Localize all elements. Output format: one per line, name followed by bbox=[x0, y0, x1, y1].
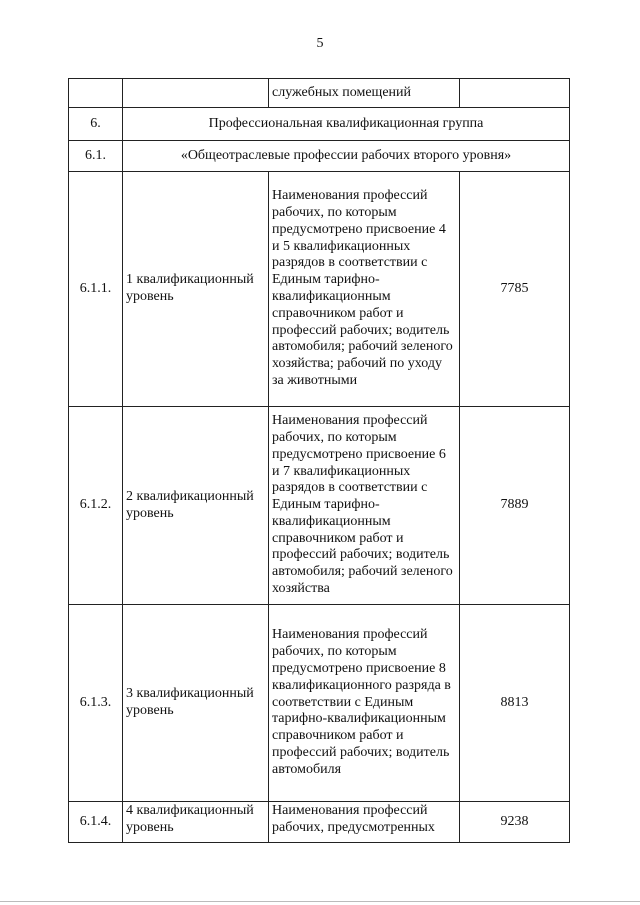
row-desc-cell: Наименования профессий рабочих, предусмотренных bbox=[269, 802, 460, 843]
row-salary-cell: 7785 bbox=[460, 172, 570, 407]
table-row bbox=[69, 172, 570, 407]
row-salary-cell: 9238 bbox=[460, 802, 570, 843]
row-level-cell: 3 квалификационный уровень bbox=[123, 605, 269, 802]
salary-table bbox=[68, 78, 570, 843]
table-row-subgroup bbox=[69, 141, 570, 172]
empty-level-cell bbox=[123, 79, 269, 108]
empty-salary-cell bbox=[460, 79, 570, 108]
row-level-cell: 2 квалификационный уровень bbox=[123, 407, 269, 605]
table-row-group bbox=[69, 108, 570, 141]
scan-edge-divider bbox=[0, 901, 640, 902]
row-desc-cell: Наименования профессий рабочих, по которым предусмотрено присвоение 6 и 7 квалификационных разрядов в соответствии с Единым тарифно-квалификационным справочником работ и профессий рабочих; водитель автомобиля; рабочий зеленого хозяйства bbox=[269, 407, 460, 605]
page-number: 5 bbox=[316, 36, 324, 51]
empty-num-cell bbox=[69, 79, 123, 108]
row-num-cell: 6.1.1. bbox=[69, 172, 123, 407]
row-num-cell: 6.1.2. bbox=[69, 407, 123, 605]
row-salary-cell: 8813 bbox=[460, 605, 570, 802]
row-num-cell: 6.1.4. bbox=[69, 802, 123, 843]
group-num-cell: 6. bbox=[69, 108, 123, 141]
row-salary-cell: 7889 bbox=[460, 407, 570, 605]
group-title-cell: Профессиональная квалификационная группа bbox=[123, 108, 570, 141]
table-row bbox=[69, 407, 570, 605]
row-desc-cell: Наименования профессий рабочих, по которым предусмотрено присвоение 8 квалификационного разряда в соответствии с Единым тарифно-квалификационным справочником работ и профессий рабочих; водитель автомобиля bbox=[269, 605, 460, 802]
continuation-desc-cell: служебных помещений bbox=[269, 79, 460, 108]
row-level-cell: 1 квалификационный уровень bbox=[123, 172, 269, 407]
table-row bbox=[69, 605, 570, 802]
row-num-cell: 6.1.3. bbox=[69, 605, 123, 802]
row-level-cell: 4 квалификационный уровень bbox=[123, 802, 269, 843]
row-desc-cell: Наименования профессий рабочих, по которым предусмотрено присвоение 4 и 5 квалификационных разрядов в соответствии с Единым тарифно-квалификационным справочником работ и профессий рабочих; водитель автомобиля; рабочий зеленого хозяйства; рабочий по уходу за животными bbox=[269, 172, 460, 407]
subgroup-num-cell: 6.1. bbox=[69, 141, 123, 172]
subgroup-title-cell: «Общеотраслевые профессии рабочих второго уровня» bbox=[123, 141, 570, 172]
table-row-continuation bbox=[69, 79, 570, 108]
table-row bbox=[69, 802, 570, 843]
